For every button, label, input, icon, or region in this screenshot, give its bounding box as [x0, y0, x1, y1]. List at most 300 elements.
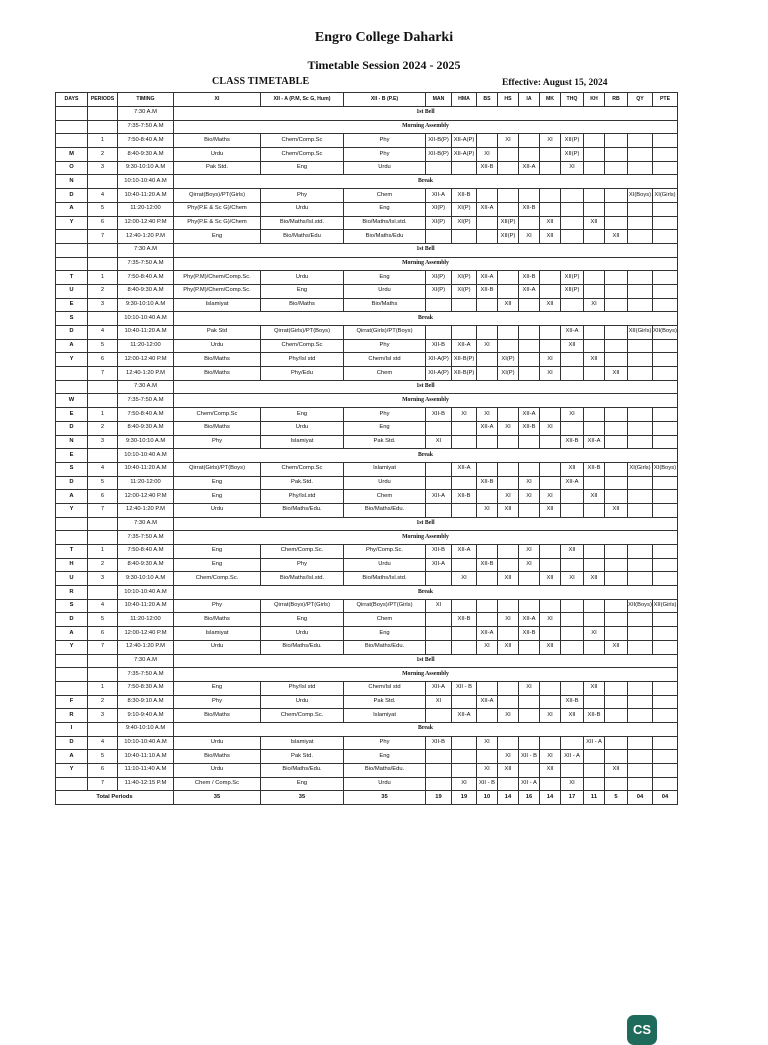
- teacher-cell: [628, 353, 653, 367]
- day-letter: [56, 367, 88, 381]
- teacher-cell: [628, 367, 653, 381]
- total-periods-value: 35: [344, 791, 426, 805]
- teacher-cell: [561, 189, 584, 203]
- period-number: 2: [88, 148, 118, 162]
- teacher-cell: [477, 298, 498, 312]
- teacher-cell: [426, 750, 452, 764]
- subject-cell: Chem/Isl std: [344, 353, 426, 367]
- teacher-cell: XII-B: [477, 476, 498, 490]
- period-number: 6: [88, 627, 118, 641]
- day-letter: W: [56, 394, 88, 408]
- teacher-cell: [452, 230, 477, 244]
- subject-cell: Bio/Maths: [174, 134, 261, 148]
- subject-cell: Chem / Comp.Sc: [174, 777, 261, 791]
- period-number: 6: [88, 353, 118, 367]
- schedule-marker: Morning Assembly: [174, 120, 678, 134]
- teacher-cell: XII-B: [426, 736, 452, 750]
- period-number: [88, 531, 118, 545]
- teacher-cell: XII: [540, 216, 561, 230]
- subject-cell: Qirrat(Boys)/PT(Girls): [174, 189, 261, 203]
- teacher-cell: [477, 545, 498, 559]
- timing: 7:30 A.M: [118, 380, 174, 394]
- teacher-cell: [498, 202, 519, 216]
- teacher-cell: XII-B: [477, 284, 498, 298]
- teacher-cell: XI: [519, 545, 540, 559]
- column-header: KH: [584, 93, 605, 107]
- subject-cell: Eng: [174, 545, 261, 559]
- timing: 9:30-10:10 A.M: [118, 161, 174, 175]
- table-row: [56, 134, 678, 148]
- teacher-cell: XII-A: [426, 189, 452, 203]
- day-letter: D: [56, 326, 88, 340]
- schedule-marker: Morning Assembly: [174, 668, 678, 682]
- table-row: [56, 490, 678, 504]
- teacher-cell: [452, 326, 477, 340]
- subject-cell: Phy(P.E & Sc G)/Chem: [174, 202, 261, 216]
- teacher-cell: XI: [519, 476, 540, 490]
- teacher-cell: XI: [519, 230, 540, 244]
- teacher-cell: [561, 503, 584, 517]
- teacher-cell: [653, 148, 678, 162]
- teacher-cell: [653, 408, 678, 422]
- subject-cell: Urdu: [261, 271, 344, 285]
- teacher-cell: [653, 764, 678, 778]
- teacher-cell: [426, 777, 452, 791]
- teacher-cell: XII-A: [452, 709, 477, 723]
- subject-cell: Chem/Comp.Sc.: [261, 545, 344, 559]
- teacher-cell: [452, 558, 477, 572]
- period-number: 3: [88, 435, 118, 449]
- college-name: Engro College Daharki: [314, 30, 454, 45]
- teacher-cell: XII-B: [584, 709, 605, 723]
- teacher-cell: [426, 627, 452, 641]
- table-row: [56, 545, 678, 559]
- teacher-cell: [498, 148, 519, 162]
- day-letter: A: [56, 339, 88, 353]
- teacher-cell: [605, 271, 628, 285]
- teacher-cell: XII-B(P): [452, 353, 477, 367]
- timing: 8:40-9:30 A.M: [118, 421, 174, 435]
- subject-cell: Chem/Comp.Sc.: [174, 572, 261, 586]
- teacher-cell: [628, 572, 653, 586]
- timing: 10:40-11:20 A.M: [118, 326, 174, 340]
- teacher-cell: XI: [540, 490, 561, 504]
- teacher-cell: XI(Girls): [653, 189, 678, 203]
- teacher-cell: [498, 161, 519, 175]
- teacher-cell: [561, 298, 584, 312]
- day-letter: U: [56, 572, 88, 586]
- subject-cell: Islamiyat: [174, 627, 261, 641]
- timing: 7:35-7:50 A.M: [118, 531, 174, 545]
- teacher-cell: XI: [561, 161, 584, 175]
- teacher-cell: [605, 189, 628, 203]
- teacher-cell: XII: [584, 353, 605, 367]
- timing: 7:35-7:50 A.M: [118, 668, 174, 682]
- column-header: XII - B (P.E): [344, 93, 426, 107]
- teacher-cell: [653, 421, 678, 435]
- teacher-cell: [540, 599, 561, 613]
- subject-cell: Urdu: [174, 503, 261, 517]
- teacher-cell: [519, 736, 540, 750]
- subject-cell: Chem: [344, 490, 426, 504]
- teacher-cell: [653, 777, 678, 791]
- teacher-cell: XII(Girls): [653, 599, 678, 613]
- subject-cell: Bio/Maths: [344, 298, 426, 312]
- subject-cell: Urdu: [261, 421, 344, 435]
- teacher-cell: [452, 750, 477, 764]
- teacher-cell: [628, 490, 653, 504]
- teacher-cell: XI(P): [452, 216, 477, 230]
- teacher-cell: XII-B: [519, 202, 540, 216]
- subject-cell: Pak Std: [174, 326, 261, 340]
- day-letter: [56, 531, 88, 545]
- period-number: 5: [88, 613, 118, 627]
- subject-cell: Urdu: [344, 777, 426, 791]
- subject-cell: Pak Std.: [344, 695, 426, 709]
- teacher-cell: XII(P): [561, 148, 584, 162]
- teacher-cell: XI(P): [426, 284, 452, 298]
- teacher-cell: [498, 284, 519, 298]
- teacher-cell: XII-B: [519, 271, 540, 285]
- schedule-marker-row: [56, 394, 678, 408]
- teacher-cell: [452, 161, 477, 175]
- day-letter: D: [56, 189, 88, 203]
- timing: 11:10-11:40 A.M: [118, 764, 174, 778]
- teacher-cell: [561, 736, 584, 750]
- teacher-cell: [605, 558, 628, 572]
- period-number: [88, 120, 118, 134]
- schedule-marker-row: [56, 312, 678, 326]
- teacher-cell: [628, 777, 653, 791]
- timing: 10:10-10:40 A.M: [118, 312, 174, 326]
- day-letter: R: [56, 709, 88, 723]
- teacher-cell: [426, 421, 452, 435]
- table-row: [56, 353, 678, 367]
- teacher-cell: [628, 408, 653, 422]
- table-row: [56, 709, 678, 723]
- teacher-cell: [653, 558, 678, 572]
- column-header: MAN: [426, 93, 452, 107]
- subject-cell: Islamiyat: [344, 709, 426, 723]
- teacher-cell: [426, 709, 452, 723]
- table-row: [56, 339, 678, 353]
- teacher-cell: [605, 613, 628, 627]
- teacher-cell: [477, 750, 498, 764]
- teacher-cell: [628, 764, 653, 778]
- teacher-cell: XII(Boys): [653, 326, 678, 340]
- teacher-cell: [477, 572, 498, 586]
- period-number: [88, 668, 118, 682]
- timing: 8:40-9:30 A.M: [118, 558, 174, 572]
- total-periods-value: 16: [519, 791, 540, 805]
- subject-cell: Eng: [261, 284, 344, 298]
- teacher-cell: [498, 736, 519, 750]
- subject-cell: Bio/Maths/Isl.std.: [261, 572, 344, 586]
- teacher-cell: [452, 435, 477, 449]
- teacher-cell: [653, 230, 678, 244]
- teacher-cell: [540, 161, 561, 175]
- teacher-cell: [498, 271, 519, 285]
- schedule-marker-row: [56, 531, 678, 545]
- teacher-cell: [653, 367, 678, 381]
- period-number: [88, 257, 118, 271]
- table-row: [56, 627, 678, 641]
- subject-cell: Urdu: [174, 339, 261, 353]
- teacher-cell: XI: [452, 408, 477, 422]
- teacher-cell: [452, 764, 477, 778]
- total-periods-value: 35: [174, 791, 261, 805]
- teacher-cell: [426, 326, 452, 340]
- table-row: [56, 476, 678, 490]
- schedule-marker-row: [56, 668, 678, 682]
- teacher-cell: [605, 148, 628, 162]
- period-number: 6: [88, 490, 118, 504]
- timing: 12:00-12:40 P.M: [118, 353, 174, 367]
- teacher-cell: XII-B: [426, 545, 452, 559]
- teacher-cell: XI(P): [426, 271, 452, 285]
- table-row: [56, 572, 678, 586]
- teacher-cell: XII-A: [426, 558, 452, 572]
- subject-cell: Eng: [261, 613, 344, 627]
- timing: 10:10-10:40 A.M: [118, 586, 174, 600]
- teacher-cell: [628, 681, 653, 695]
- teacher-cell: XI: [498, 613, 519, 627]
- subject-cell: Bio/Maths/Edu.: [261, 640, 344, 654]
- teacher-cell: [605, 161, 628, 175]
- total-periods-value: 11: [584, 791, 605, 805]
- teacher-cell: [584, 148, 605, 162]
- total-periods-value: 14: [540, 791, 561, 805]
- subject-cell: Eng: [174, 476, 261, 490]
- day-letter: D: [56, 736, 88, 750]
- teacher-cell: XI: [477, 503, 498, 517]
- teacher-cell: XII: [584, 572, 605, 586]
- subject-cell: Bio/Maths/Edu.: [344, 764, 426, 778]
- teacher-cell: [519, 216, 540, 230]
- teacher-cell: [540, 435, 561, 449]
- subject-cell: Chem/Comp.Sc: [261, 134, 344, 148]
- teacher-cell: [540, 681, 561, 695]
- subject-cell: Chem/Comp.Sc: [261, 148, 344, 162]
- day-letter: Y: [56, 353, 88, 367]
- total-periods-label: Total Periods: [56, 791, 174, 805]
- teacher-cell: XI: [584, 298, 605, 312]
- teacher-cell: [584, 695, 605, 709]
- teacher-cell: [605, 202, 628, 216]
- teacher-cell: [584, 503, 605, 517]
- subject-cell: Eng: [344, 750, 426, 764]
- teacher-cell: [584, 750, 605, 764]
- teacher-cell: [540, 476, 561, 490]
- teacher-cell: [584, 230, 605, 244]
- teacher-cell: XII-A: [426, 490, 452, 504]
- teacher-cell: [561, 353, 584, 367]
- timing: 11:20-12:00: [118, 613, 174, 627]
- teacher-cell: [605, 298, 628, 312]
- teacher-cell: [584, 202, 605, 216]
- timing: 11:20-12:00: [118, 476, 174, 490]
- teacher-cell: [653, 202, 678, 216]
- subject-cell: Islamiyat: [261, 736, 344, 750]
- teacher-cell: [540, 695, 561, 709]
- subject-cell: Phy/Isl std: [261, 681, 344, 695]
- schedule-marker-row: [56, 654, 678, 668]
- teacher-cell: XI: [561, 572, 584, 586]
- column-header: XI: [174, 93, 261, 107]
- subject-cell: Pak Std.: [174, 161, 261, 175]
- teacher-cell: XII-A: [477, 421, 498, 435]
- teacher-cell: XI(Boys): [653, 462, 678, 476]
- teacher-cell: [519, 640, 540, 654]
- timetable: [55, 92, 678, 805]
- period-number: 5: [88, 750, 118, 764]
- period-number: 7: [88, 230, 118, 244]
- teacher-cell: [540, 736, 561, 750]
- teacher-cell: XII-B: [561, 695, 584, 709]
- schedule-marker: Morning Assembly: [174, 257, 678, 271]
- teacher-cell: [628, 435, 653, 449]
- teacher-cell: [540, 558, 561, 572]
- day-letter: Y: [56, 503, 88, 517]
- teacher-cell: XI: [477, 764, 498, 778]
- subject-cell: Urdu: [261, 695, 344, 709]
- teacher-cell: [426, 764, 452, 778]
- total-periods-value: 10: [477, 791, 498, 805]
- day-letter: [56, 243, 88, 257]
- teacher-cell: [584, 599, 605, 613]
- teacher-cell: XII: [498, 640, 519, 654]
- day-letter: Y: [56, 640, 88, 654]
- day-letter: [56, 777, 88, 791]
- subject-cell: Bio/Maths/Edu.: [261, 764, 344, 778]
- subject-cell: Phy: [344, 339, 426, 353]
- effective-date: Effective: August 15, 2024: [502, 78, 608, 88]
- subject-cell: Bio/Maths/Edu.: [344, 640, 426, 654]
- teacher-cell: [628, 640, 653, 654]
- teacher-cell: XI(Girls): [628, 462, 653, 476]
- column-header: PERIODS: [88, 93, 118, 107]
- schedule-marker-row: [56, 243, 678, 257]
- subject-cell: Urdu: [344, 476, 426, 490]
- teacher-cell: [477, 326, 498, 340]
- teacher-cell: XII-A(P): [426, 353, 452, 367]
- teacher-cell: [605, 627, 628, 641]
- teacher-cell: [452, 503, 477, 517]
- period-number: [88, 654, 118, 668]
- teacher-cell: [426, 640, 452, 654]
- teacher-cell: [561, 599, 584, 613]
- schedule-marker-row: [56, 517, 678, 531]
- table-row: [56, 326, 678, 340]
- day-letter: [56, 668, 88, 682]
- teacher-cell: [540, 339, 561, 353]
- teacher-cell: XII-B: [477, 558, 498, 572]
- timing: 12:00-12:40 P.M: [118, 216, 174, 230]
- subject-cell: Eng: [174, 490, 261, 504]
- period-number: 5: [88, 339, 118, 353]
- subject-cell: Qirrat(Boys)/PT(Girls): [261, 599, 344, 613]
- teacher-cell: [561, 681, 584, 695]
- teacher-cell: [519, 435, 540, 449]
- table-row: [56, 298, 678, 312]
- subject-cell: Chem/Isl std: [344, 681, 426, 695]
- teacher-cell: [519, 572, 540, 586]
- period-number: 6: [88, 764, 118, 778]
- teacher-cell: [584, 613, 605, 627]
- teacher-cell: XII-B: [584, 462, 605, 476]
- teacher-cell: XII-A: [519, 161, 540, 175]
- day-letter: T: [56, 545, 88, 559]
- teacher-cell: [561, 216, 584, 230]
- teacher-cell: [452, 695, 477, 709]
- day-letter: S: [56, 312, 88, 326]
- teacher-cell: XII(P): [498, 216, 519, 230]
- day-letter: E: [56, 298, 88, 312]
- teacher-cell: [540, 777, 561, 791]
- subject-cell: Pak Std.: [344, 435, 426, 449]
- timing: 9:10-9:40 A.M: [118, 709, 174, 723]
- schedule-marker-row: [56, 257, 678, 271]
- teacher-cell: [628, 134, 653, 148]
- column-header: TIMING: [118, 93, 174, 107]
- subject-cell: Bio/Maths/Edu: [261, 230, 344, 244]
- teacher-cell: [452, 599, 477, 613]
- day-letter: [56, 517, 88, 531]
- teacher-cell: XII-B: [561, 435, 584, 449]
- subject-cell: Chem/Comp.Sc: [174, 408, 261, 422]
- subject-cell: Islamiyat: [261, 435, 344, 449]
- period-number: 1: [88, 681, 118, 695]
- teacher-cell: XI: [540, 709, 561, 723]
- teacher-cell: XII-A: [477, 202, 498, 216]
- teacher-cell: XII-B: [519, 627, 540, 641]
- teacher-cell: [477, 230, 498, 244]
- teacher-cell: [561, 613, 584, 627]
- column-header: DAYS: [56, 93, 88, 107]
- timing: 7:50-8:40 A.M: [118, 408, 174, 422]
- teacher-cell: [519, 148, 540, 162]
- teacher-cell: [605, 284, 628, 298]
- teacher-cell: [584, 408, 605, 422]
- teacher-cell: [584, 189, 605, 203]
- subject-cell: Bio/Maths: [174, 421, 261, 435]
- schedule-marker: 1st Bell: [174, 243, 678, 257]
- teacher-cell: XI: [540, 750, 561, 764]
- subject-cell: Bio/Maths: [261, 298, 344, 312]
- teacher-cell: XII(P): [561, 271, 584, 285]
- teacher-cell: XII: [540, 230, 561, 244]
- teacher-cell: [498, 462, 519, 476]
- timing: 9:30-10:10 A.M: [118, 572, 174, 586]
- period-number: 4: [88, 599, 118, 613]
- subject-cell: Phy(P.M)/Chem/Comp.Sc.: [174, 271, 261, 285]
- subject-cell: Urdu: [344, 284, 426, 298]
- subject-cell: Eng: [344, 627, 426, 641]
- timing: 9:30-10:10 A.M: [118, 435, 174, 449]
- teacher-cell: [628, 298, 653, 312]
- timing: 11:20-12:00: [118, 339, 174, 353]
- day-letter: T: [56, 271, 88, 285]
- column-header: MK: [540, 93, 561, 107]
- subject-cell: Phy/Isl std: [261, 353, 344, 367]
- camscanner-logo: CS: [627, 1015, 657, 1045]
- timing: 10:10-10:40 A.M: [118, 449, 174, 463]
- teacher-cell: XII-A: [584, 435, 605, 449]
- period-number: 3: [88, 161, 118, 175]
- teacher-cell: XI: [498, 134, 519, 148]
- teacher-cell: [519, 189, 540, 203]
- teacher-cell: XII-A: [477, 271, 498, 285]
